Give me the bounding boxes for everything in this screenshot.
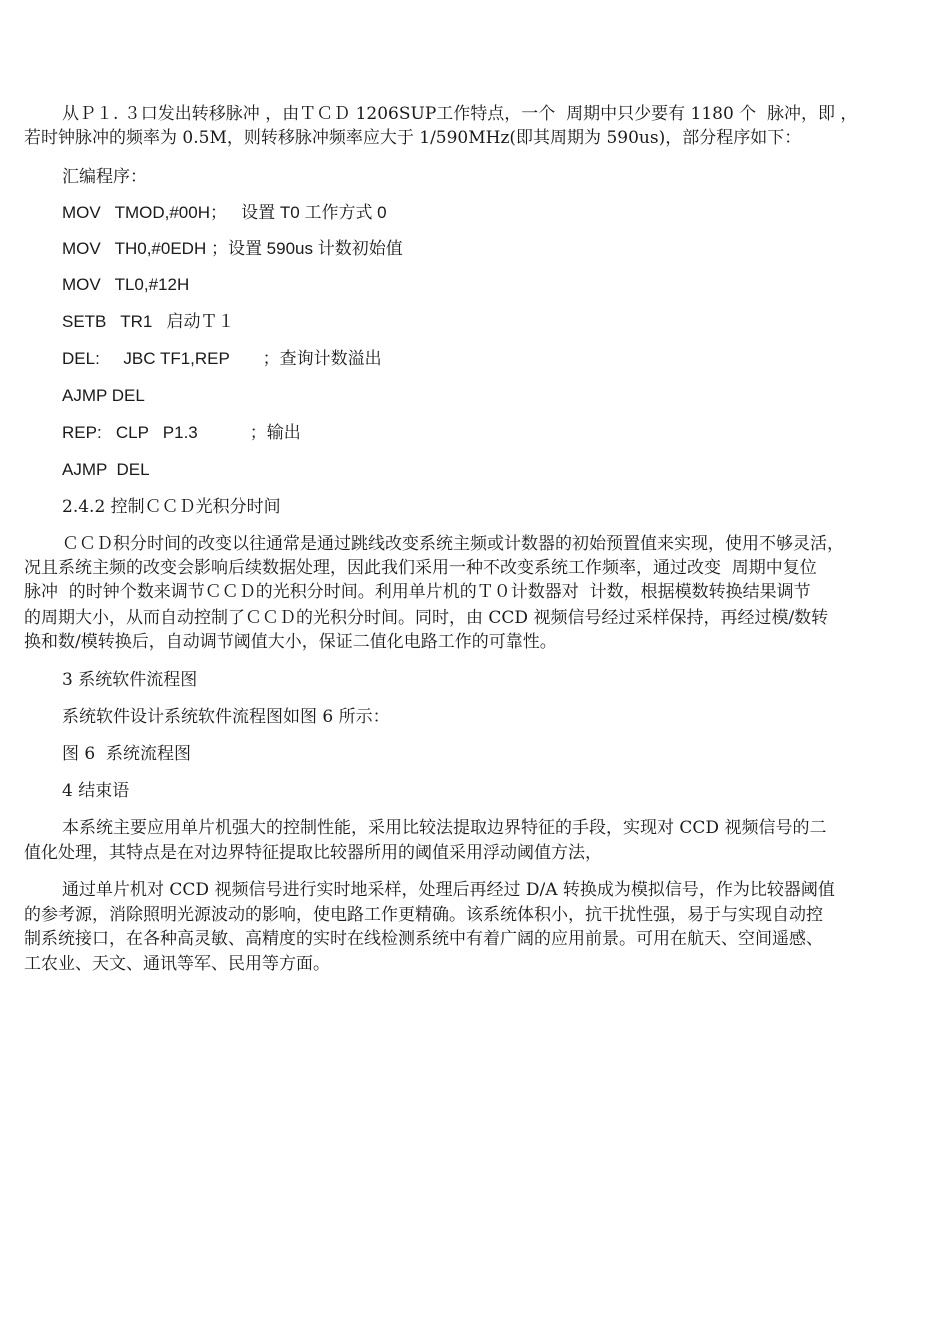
code-line: MOV TMOD,#00H； 设置 T0 工作方式 0: [62, 203, 387, 222]
paragraph-line: 从Ｐ１. ３口发出转移脉冲 ，由ＴＣＤ 1206SUP工作特点，一个 周期中只少要有 1180 个 脉冲，即 ，: [62, 104, 858, 124]
section-heading: 2.4.2 控制ＣＣＤ光积分时间: [62, 497, 281, 517]
paragraph-line: ＣＣＤ积分时间的改变以往通常是通过跳线改变系统主频或计数器的初始预置值来实现，使用不够灵活，: [62, 534, 844, 554]
paragraph-line: 本系统主要应用单片机强大的控制性能，采用比较法提取边界特征的手段，实现对 CCD 视频信号的二: [62, 818, 827, 838]
section-heading: 3 系统软件流程图: [62, 670, 198, 690]
code-line: AJMP DEL: [62, 460, 150, 479]
code-line: REP: CLP P1.3 ；输出: [62, 423, 301, 442]
code-heading: 汇编程序：: [62, 167, 147, 187]
paragraph-line: 工农业、天文、通讯等军、民用等方面。: [24, 954, 330, 974]
paragraph-line: 制系统接口，在各种高灵敏、高精度的实时在线检测系统中有着广阔的应用前景。可用在航天、空间遥感、: [24, 929, 823, 949]
paragraph-line: 脉冲 的时钟个数来调节ＣＣＤ的光积分时间。利用单片机的Ｔ０计数器对 计数，根据模数转换结果调节: [24, 582, 811, 602]
paragraph-line: 系统软件设计系统软件流程图如图 6 所示：: [62, 707, 390, 727]
paragraph-line: 的周期大小，从而自动控制了ＣＣＤ的光积分时间。同时，由 CCD 视频信号经过采样保持，再经过模/数转: [24, 608, 829, 628]
code-line: MOV TH0,#0EDH ；设置 590us 计数初始值: [62, 239, 403, 258]
paragraph-line: 若时钟脉冲的频率为 0.5M，则转移脉冲频率应大于 1/590MHz(即其周期为 590us)，部分程序如下：: [24, 128, 802, 148]
section-heading: 4 结束语: [62, 781, 130, 801]
code-line: AJMP DEL: [62, 386, 145, 405]
code-line: SETB TR1 启动Ｔ１: [62, 312, 235, 331]
paragraph-line: 况且系统主频的改变会影响后续数据处理，因此我们采用一种不改变系统工作频率，通过改变 周期中复位: [24, 558, 817, 578]
figure-caption: 图 6 系统流程图: [62, 744, 192, 764]
paragraph-line: 值化处理，其特点是在对边界特征提取比较器所用的阈值采用浮动阈值方法，: [24, 843, 602, 863]
code-line: MOV TL0,#12H: [62, 275, 190, 294]
paragraph-line: 通过单片机对 CCD 视频信号进行实时地采样，处理后再经过 D/A 转换成为模拟信号，作为比较器阈值: [62, 880, 835, 900]
paragraph-line: 换和数/模转换后，自动调节阈值大小，保证二值化电路工作的可靠性。: [24, 632, 557, 652]
code-line: DEL: JBC TF1,REP ；查询计数溢出: [62, 349, 382, 368]
paragraph-line: 的参考源，消除照明光源波动的影响，使电路工作更精确。该系统体积小，抗干扰性强，易于与实现自动控: [24, 905, 823, 925]
